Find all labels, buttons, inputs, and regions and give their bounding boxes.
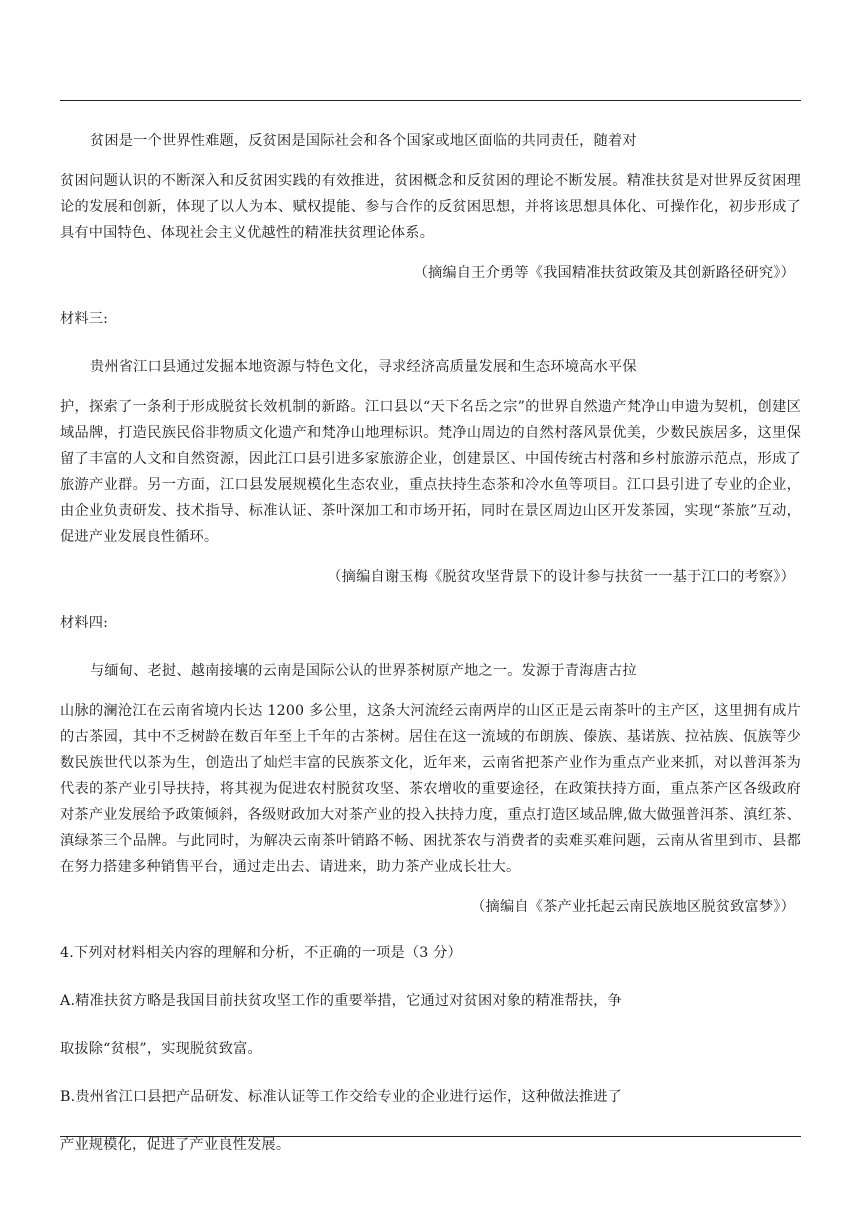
question4-stem: 4.下列对材料相关内容的理解和分析，不正确的一项是（3 分） — [60, 945, 462, 961]
header-rule — [60, 100, 801, 101]
material3-paragraph-continued: 护，探索了一条利于形成脱贫长效机制的新路。江口县以“天下名岳之宗”的世界自然遗产梵净山申遗为契机，创建区域品牌，打造民族民俗非物质文化遗产和梵净山地理标识。梵净山周边的自然村落风景优美，少数民族居多，这里保留了丰富的人文和自然资源，因此江口县引进多家旅游企业，创建景区、中国传统古村落和乡村旅游示范点，形成了旅游产业群。另一方面，江口县发展规模化生态农业，重点扶持生态茶和冷水鱼等项目。江口县引进了专业的企业，由企业负责研发、技术指导、标准认证、茶叶深加工和市场开拓，同时在景区周边山区开发茶园，实现“茶旅”互动，促进产业发展良性循环。 — [60, 399, 801, 545]
question4-option-b-line1: B.贵州省江口县把产品研发、标准认证等工作交给专业的企业进行运作，这种做法推进了 — [60, 1089, 623, 1105]
material2-paragraph-first-line: 贫困是一个世界性难题，反贫困是国际社会和各个国家或地区面临的共同责任，随着对 — [90, 133, 637, 149]
material2-source: （摘编自王介勇等《我国精准扶贫政策及其创新路径研究》） — [413, 265, 795, 281]
material4-paragraph-first-line: 与缅甸、老挝、越南接壤的云南是国际公认的世界茶树原产地之一。发源于青海唐古拉 — [90, 663, 637, 679]
material3-paragraph-first-line: 贵州省江口县通过发掘本地资源与特色文化，寻求经济高质量发展和生态环境高水平保 — [90, 359, 637, 375]
question4-option-a-line2: 取拔除“贫根”，实现脱贫致富。 — [60, 1041, 262, 1057]
material4-source: （摘编自《茶产业托起云南民族地区脱贫致富梦》） — [471, 899, 795, 915]
document-body — [60, 128, 801, 1158]
question4-option-a-line1: A.精准扶贫方略是我国目前扶贫攻坚工作的重要举措，它通过对贫困对象的精准帮扶，争 — [60, 993, 622, 1009]
question4-option-b-line2: 产业规模化，促进了产业良性发展。 — [60, 1137, 291, 1153]
material3-label: 材料三: — [60, 311, 109, 327]
material2-paragraph-continued: 贫困问题认识的不断深入和反贫困实践的有效推进，贫困概念和反贫困的理论不断发展。精准扶贫是对世界反贫困理论的发展和创新，体现了以人为本、赋权提能、参与合作的反贫困思想，并将该思想具体化、可操作化，初步形成了具有中国特色、体现社会主义优越性的精准扶贫理论体系。 — [60, 173, 801, 241]
footer-rule — [60, 1136, 801, 1137]
material4-label: 材料四: — [60, 615, 109, 631]
material3-source: （摘编自谢玉梅《脱贫攻坚背景下的设计参与扶贫一一基于江口的考察》） — [327, 569, 795, 585]
material4-paragraph-continued: 山脉的澜沧江在云南省境内长达 1200 多公里，这条大河流经云南两岸的山区正是云南茶叶的主产区，这里拥有成片的古茶园，其中不乏树龄在数百年至上千年的古茶树。居住在这一流域的布朗族、傣族、基诺族、拉祜族、佤族等少数民族世代以茶为生，创造出了灿烂丰富的民族茶文化，近年来，云南省把茶产业作为重点产业来抓，对以普洱茶为代表的茶产业引导扶持，将其视为促进农村脱贫攻坚、茶农增收的重要途径，在政策扶持方面，重点茶产区各级政府对茶产业发展给予政策倾斜，各级财政加大对茶产业的投入扶持力度，重点打造区域品牌,做大做强普洱茶、滇红茶、滇绿茶三个品牌。与此同时，为解决云南茶叶销路不畅、困扰茶农与消费者的卖难买难问题，云南从省里到市、县都在努力搭建多种销售平台，通过走出去、请进来，助力茶产业成长壮大。 — [60, 703, 801, 875]
